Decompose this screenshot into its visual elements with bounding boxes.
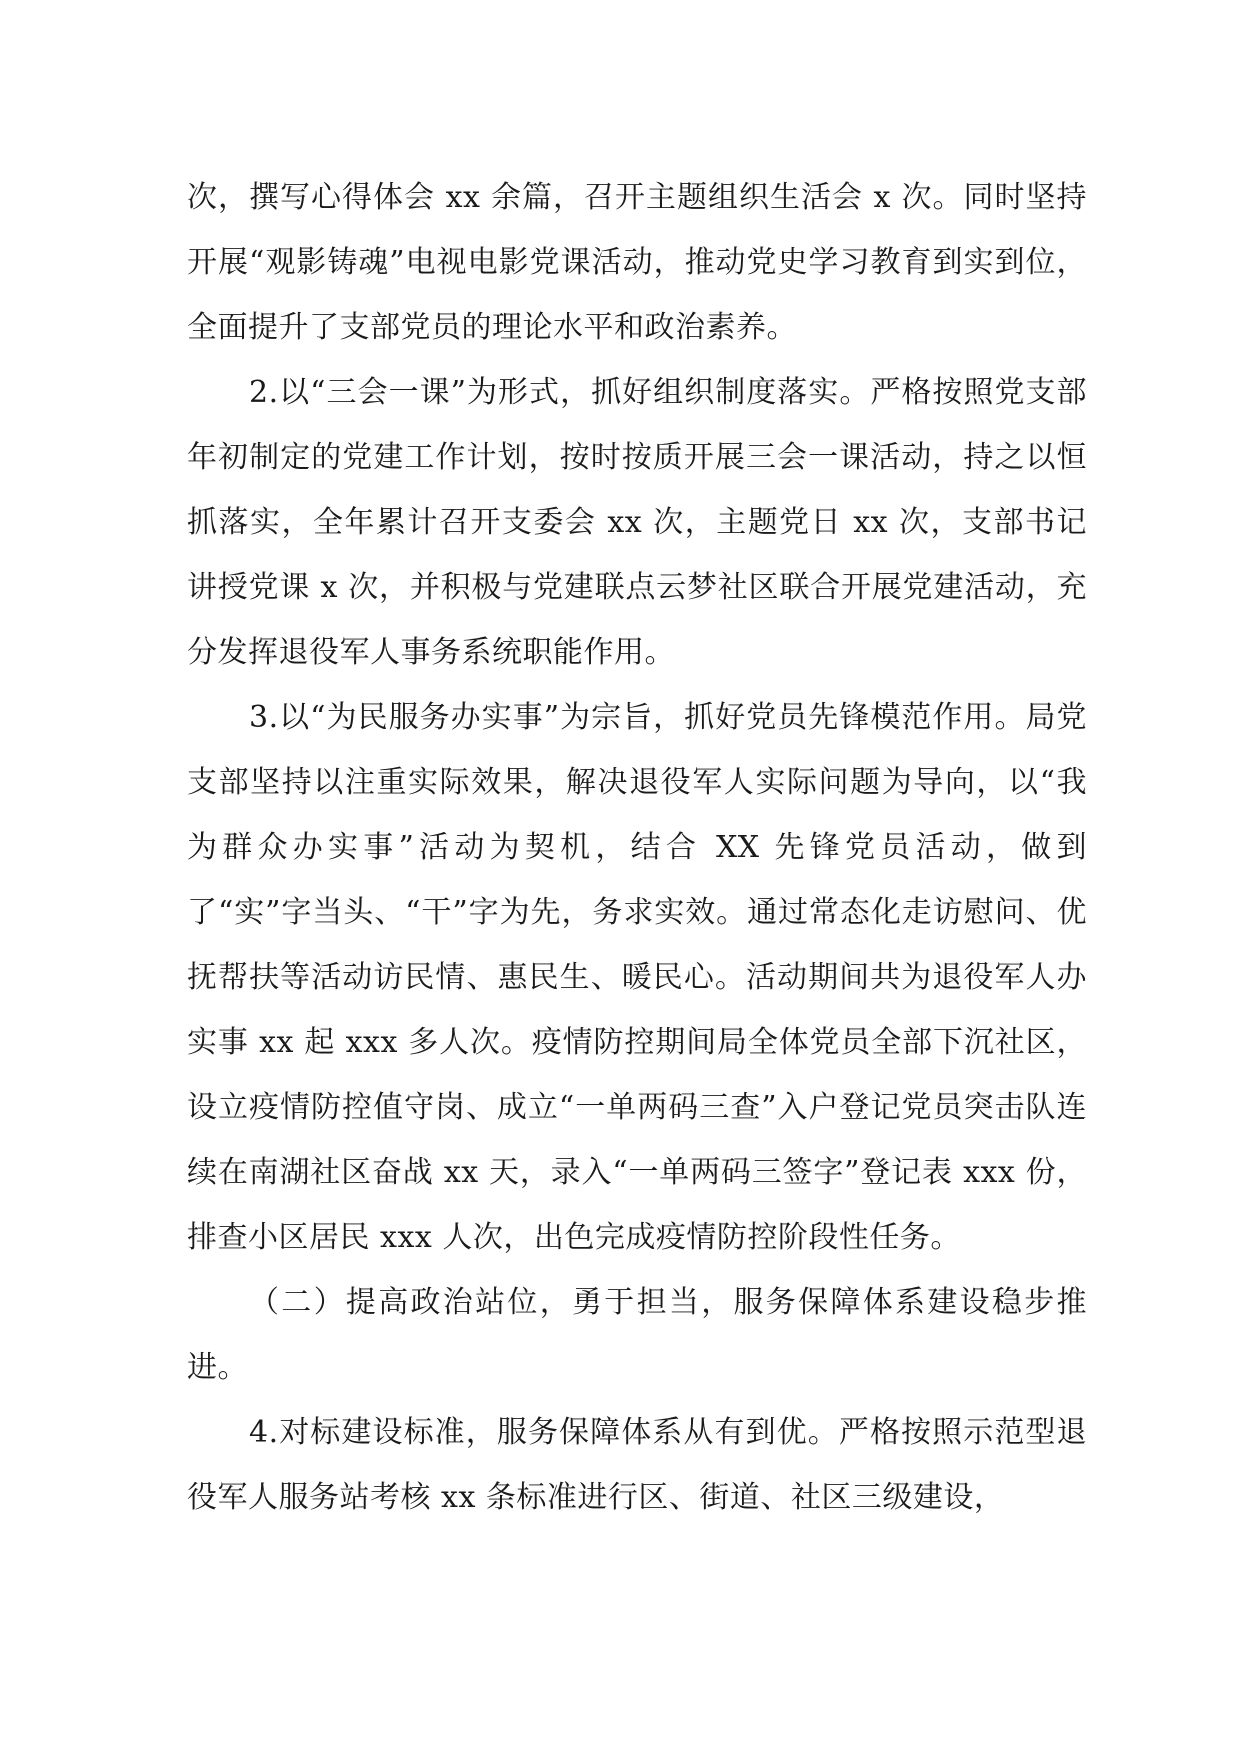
- document-body: [187, 165, 1087, 1530]
- section-heading-2: （二）提高政治站位，勇于担当，服务保障体系建设稳步推进。: [187, 1285, 1087, 1385]
- paragraph-item-3: 3.以“为民服务办实事”为宗旨，抓好党员先锋模范作用。局党支部坚持以注重实际效果，解决退役军人实际问题为导向，以“我为群众办实事”活动为契机，结合 XX 先锋党员活动，做到了“实”字当头、“干”字为先，务求实效。通过常态化走访慰问、优抚帮扶等活动访民情、惠民生、暖民心。活动期间共为退役军人办实事 xx 起 xxx 多人次。疫情防控期间局全体党员全部下沉社区，设立疫情防控值守岗、成立“一单两码三查”入户登记党员突击队连续在南湖社区奋战 xx 天，录入“一单两码三签字”登记表 xxx 份，排查小区居民 xxx 人次，出色完成疫情防控阶段性任务。: [187, 700, 1087, 1255]
- paragraph-continuation: 次，撰写心得体会 xx 余篇，召开主题组织生活会 x 次。同时坚持开展“观影铸魂”电视电影党课活动，推动党史学习教育到实到位，全面提升了支部党员的理论水平和政治素养。: [187, 180, 1087, 345]
- paragraph-item-2: 2.以“三会一课”为形式，抓好组织制度落实。严格按照党支部年初制定的党建工作计划，按时按质开展三会一课活动，持之以恒抓落实，全年累计召开支委会 xx 次，主题党日 xx 次，支部书记讲授党课 x 次，并积极与党建联点云梦社区联合开展党建活动，充分发挥退役军人事务系统职能作用。: [187, 375, 1087, 670]
- paragraph-item-4: 4.对标建设标准，服务保障体系从有到优。严格按照示范型退役军人服务站考核 xx 条标准进行区、街道、社区三级建设，: [187, 1415, 1087, 1515]
